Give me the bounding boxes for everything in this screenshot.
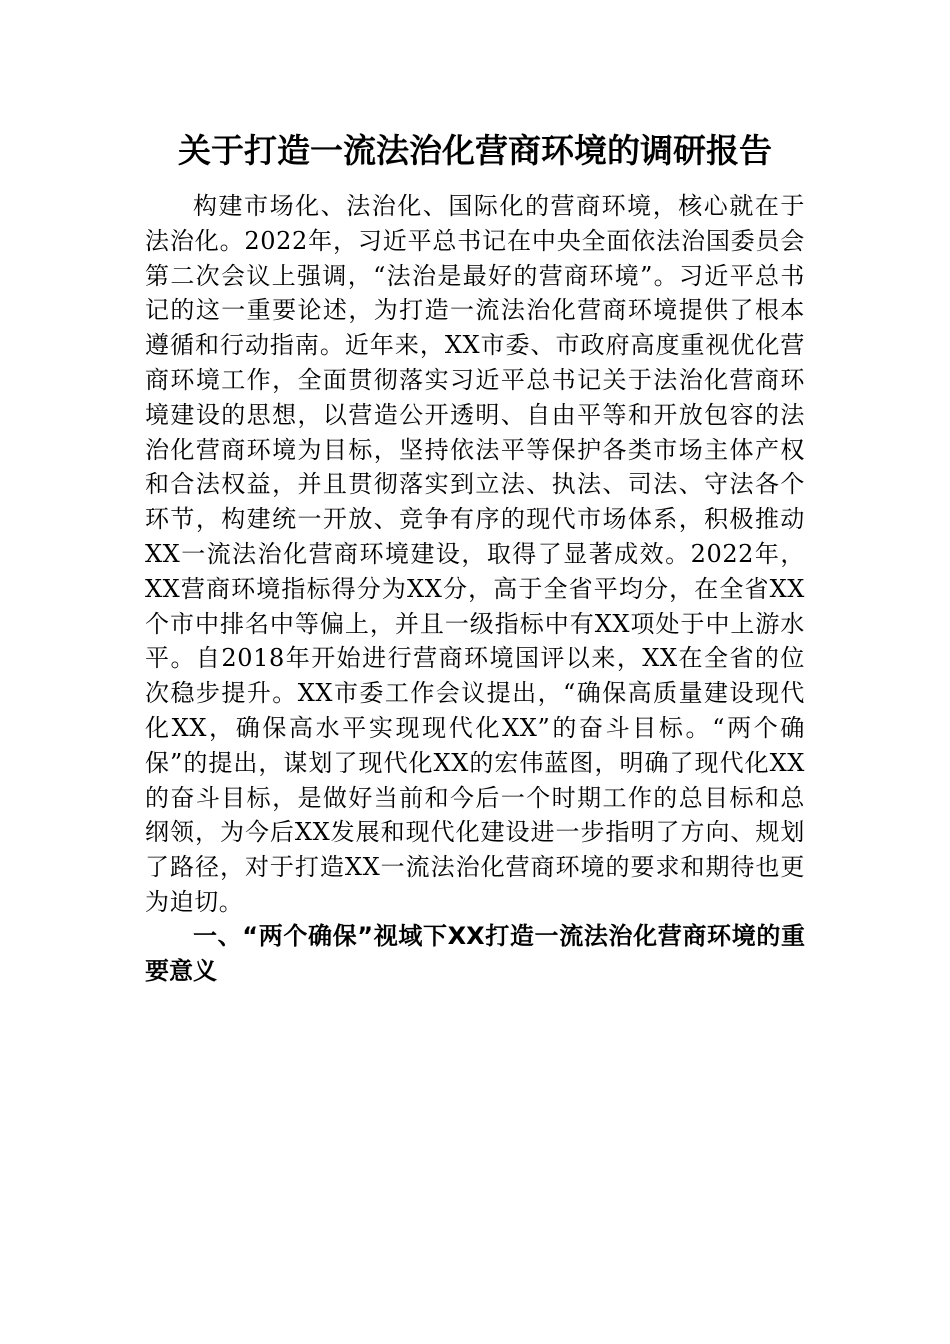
intro-paragraph: 构建市场化、法治化、国际化的营商环境，核心就在于法治化。2022年，习近平总书记在中央全面依法治国委员会第二次会议上强调，“法治是最好的营商环境”。习近平总书记的这一重要论述，为打造一流法治化营商环境提供了根本遵循和行动指南。近年来，XX市委、市政府高度重视优化营商环境工作，全面贯彻落实习近平总书记关于法治化营商环境建设的思想，以营造公开透明、自由平等和开放包容的法治化营商环境为目标，坚持依法平等保护各类市场主体产权和合法权益，并且贯彻落实到立法、执法、司法、守法各个环节，构建统一开放、竞争有序的现代市场体系，积极推动XX一流法治化营商环境建设，取得了显著成效。2022年，XX营商环境指标得分为XX分，高于全省平均分，在全省XX个市中排名中等偏上，并且一级指标中有XX项处于中上游水平。自2018年开始进行营商环境国评以来，XX在全省的位次稳步提升。XX市委工作会议提出，“确保高质量建设现代化XX，确保高水平实现现代化XX”的奋斗目标。“两个确保”的提出，谋划了现代化XX的宏伟蓝图，明确了现代化XX的奋斗目标，是做好当前和今后一个时期工作的总目标和总纲领，为今后XX发展和现代化建设进一步指明了方向、规划了路径，对于打造XX一流法治化营商环境的要求和期待也更为迫切。 [145, 192, 805, 916]
document-title: 关于打造一流法治化营商环境的调研报告 [178, 131, 772, 170]
section-heading: 一、“两个确保”视域下XX打造一流法治化营商环境的重要意义 [145, 922, 805, 985]
